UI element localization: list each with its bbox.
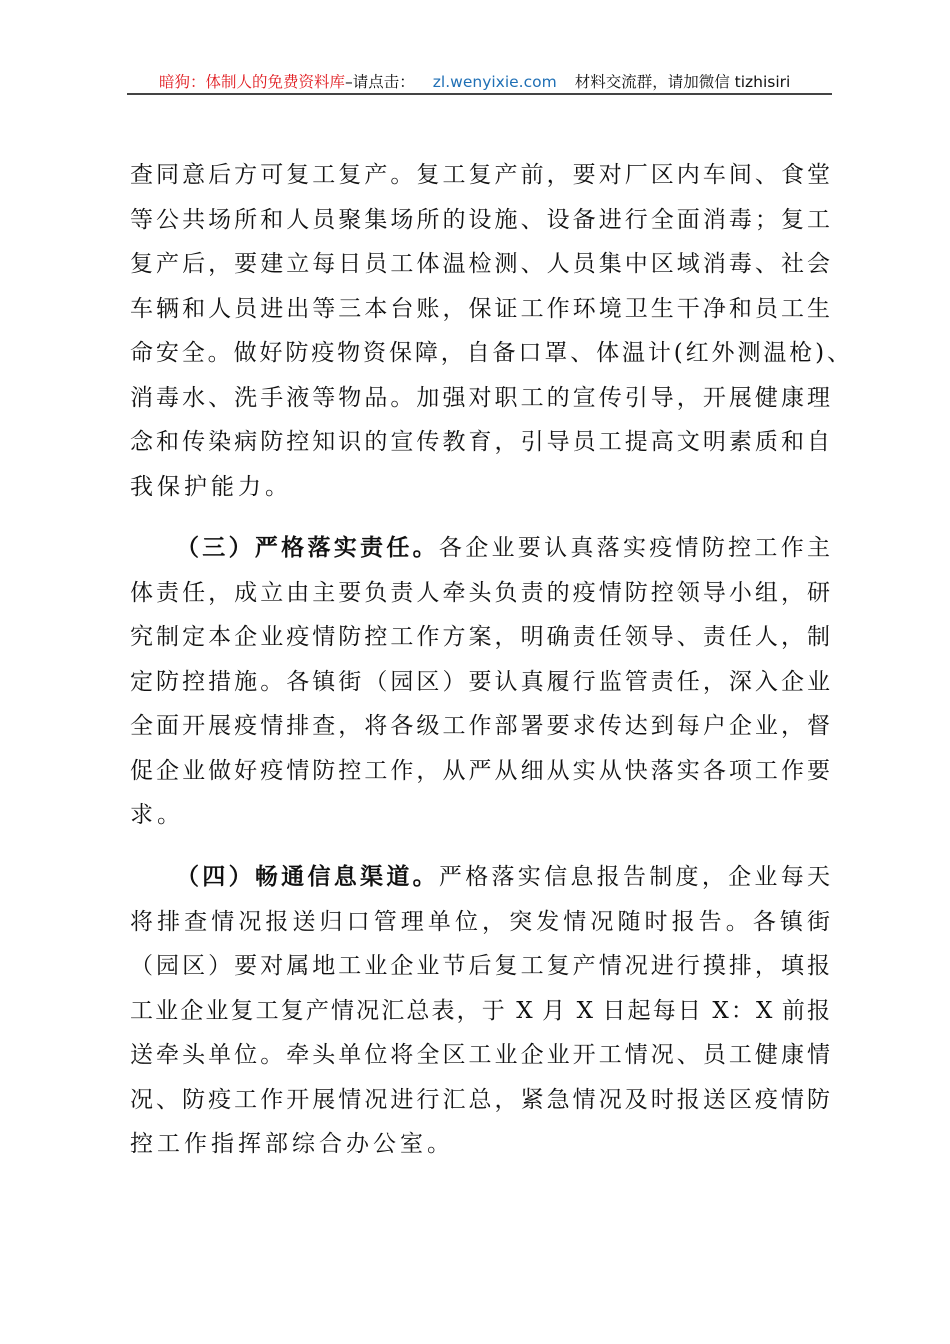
text-line: 送牵头单位。牵头单位将全区工业企业开工情况、员工健康情	[130, 1042, 830, 1068]
paragraph-3	[130, 855, 830, 1167]
text-line: 车辆和人员进出等三本台账，保证工作环境卫生干净和员工生	[130, 295, 830, 322]
text-line: 消毒水、洗手液等物品。加强对职工的宣传引导，开展健康理	[130, 384, 830, 411]
text-line: 复产后，要建立每日员工体温检测、人员集中区域消毒、社会	[130, 251, 830, 277]
text-line: 体责任，成立由主要负责人牵头负责的疫情防控领导小组，研	[130, 579, 830, 606]
header-brand: 暗狗：体制人的免费资料库	[159, 73, 346, 91]
paragraph-2	[130, 526, 830, 838]
paragraph-1	[130, 153, 850, 509]
text-line: 全面开展疫情排查，将各级工作部署要求传达到每户企业，督	[130, 713, 830, 739]
header-prompt: –请点击：	[345, 73, 415, 91]
text-line: 念和传染病防控知识的宣传教育，引导员工提高文明素质和自	[130, 429, 830, 455]
text-line: 况、防疫工作开展情况进行汇总，紧急情况及时报送区疫情防	[130, 1086, 830, 1113]
text-line: 我保护能力。	[130, 473, 292, 500]
section-heading: （四）畅通信息渠道。	[176, 863, 439, 890]
text-line: 等公共场所和人员聚集场所的设施、设备进行全面消毒；复工	[130, 206, 830, 233]
text-line	[130, 526, 830, 571]
text-line: 命安全。做好防疫物资保障，自备口罩、体温计(红外测温枪)、	[130, 340, 850, 366]
text-span: 严格落实信息报告制度，企业每天	[438, 864, 831, 890]
header-url-link[interactable]: zl.wenyixie.com	[432, 73, 557, 91]
text-line: 将排查情况报送归口管理单位，突发情况随时报告。各镇街	[130, 908, 830, 935]
text-line	[130, 855, 830, 900]
section-heading: （三）严格落实责任。	[176, 534, 439, 561]
text-line: 控工作指挥部综合办公室。	[130, 1131, 454, 1157]
text-line: 工业企业复工复产情况汇总表，于 X 月 X 日起每日 X：X 前报	[130, 997, 830, 1024]
text-span: 各企业要认真落实疫情防控工作主	[438, 535, 831, 561]
text-line: （园区）要对属地工业企业节后复工复产情况进行摸排，填报	[130, 953, 830, 979]
page-header	[127, 68, 832, 95]
text-line: 定防控措施。各镇街（园区）要认真履行监管责任，深入企业	[130, 668, 830, 695]
header-contact: 材料交流群，请加微信 tizhisiri	[574, 73, 791, 91]
text-line: 查同意后方可复工复产。复工复产前，要对厂区内车间、食堂	[130, 162, 830, 188]
text-line: 求。	[130, 802, 184, 828]
text-line: 究制定本企业疫情防控工作方案，明确责任领导、责任人，制	[130, 624, 830, 650]
text-line: 促企业做好疫情防控工作，从严从细从实从快落实各项工作要	[130, 757, 830, 784]
